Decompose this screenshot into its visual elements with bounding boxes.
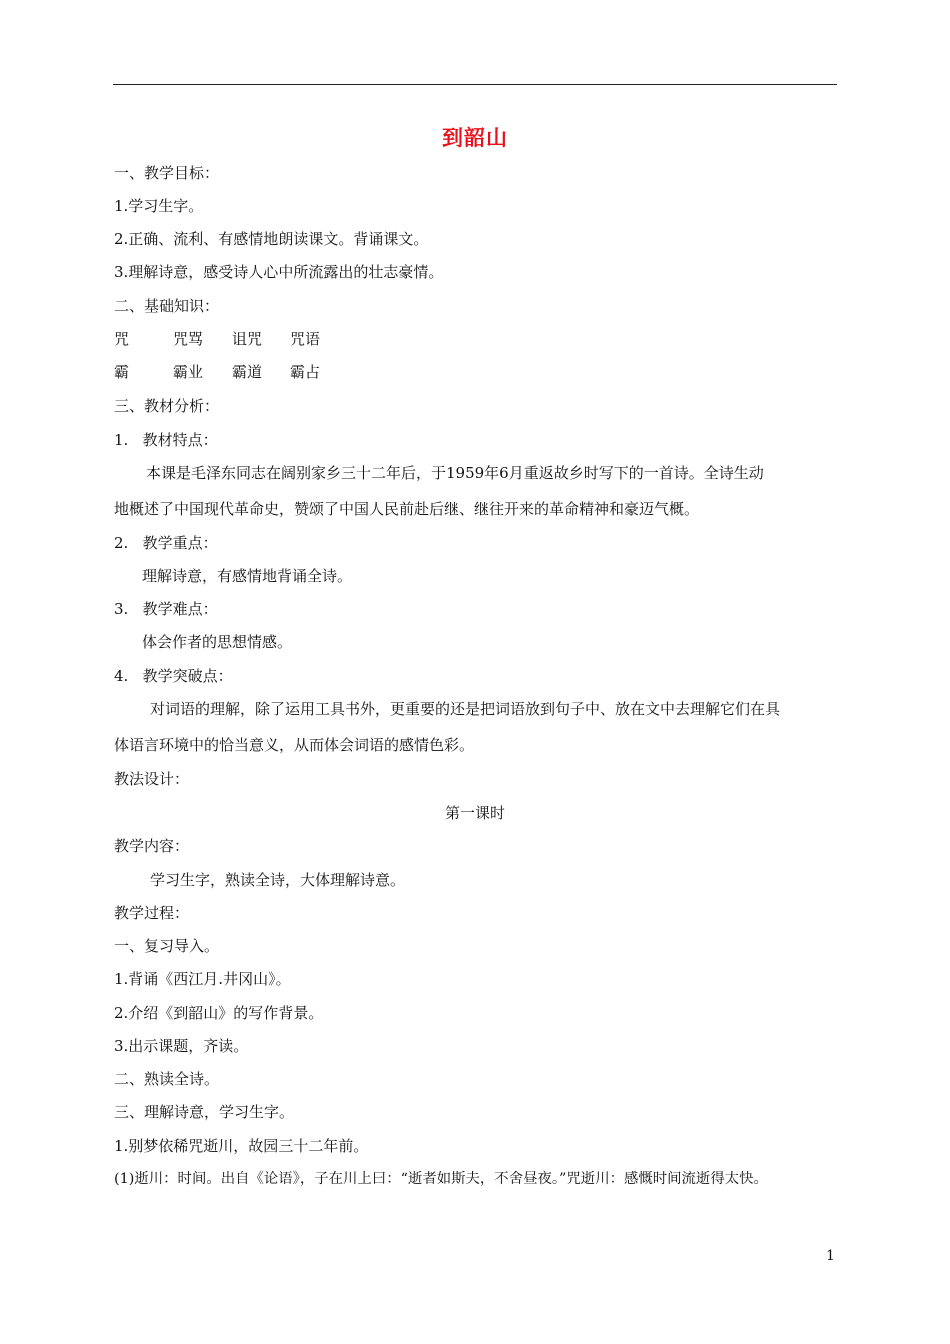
goals-heading: 一、教学目标： bbox=[114, 164, 220, 182]
lesson-title: 第一课时 bbox=[444, 804, 505, 822]
goal-3: 3.理解诗意，感受诗人心中所流露出的壮志豪情。 bbox=[114, 263, 444, 281]
feature-text-line-2: 地概述了中国现代革命史，赞颂了中国人民前赴后继、继往开来的革命精神和豪迈气概。 bbox=[114, 500, 700, 518]
feature-heading: 1. 教材特点： bbox=[114, 431, 218, 449]
focus-heading: 2. 教学重点： bbox=[114, 534, 218, 552]
vocab-word: 咒语 bbox=[290, 330, 321, 348]
vocab-word: 诅咒 bbox=[232, 330, 263, 348]
page-number: 1 bbox=[826, 1248, 835, 1264]
basic-knowledge-heading: 二、基础知识： bbox=[114, 297, 220, 315]
breakthrough-heading: 4. 教学突破点： bbox=[114, 667, 233, 685]
difficulty-text: 体会作者的思想情感。 bbox=[142, 633, 293, 651]
header-rule bbox=[113, 84, 837, 85]
content-text: 学习生字，熟读全诗，大体理解诗意。 bbox=[150, 871, 406, 889]
step-3-1: 1.别梦依稀咒逝川，故园三十二年前。 bbox=[114, 1137, 369, 1155]
vocab-word: 霸业 bbox=[173, 363, 204, 381]
focus-text: 理解诗意，有感情地背诵全诗。 bbox=[142, 567, 353, 585]
step-1-1: 1.背诵《西江月.井冈山》。 bbox=[114, 970, 291, 988]
vocab-word: 霸道 bbox=[232, 363, 263, 381]
breakthrough-text-line-2: 体语言环境中的恰当意义，从而体会词语的感情色彩。 bbox=[114, 736, 475, 754]
goal-1: 1.学习生字。 bbox=[114, 197, 204, 215]
process-heading: 教学过程： bbox=[114, 904, 190, 922]
vocab-word: 咒骂 bbox=[173, 330, 204, 348]
difficulty-heading: 3. 教学难点： bbox=[114, 600, 218, 618]
step-3: 三、理解诗意，学习生字。 bbox=[114, 1103, 295, 1121]
method-heading: 教法设计： bbox=[114, 770, 190, 788]
step-2: 二、熟读全诗。 bbox=[114, 1070, 220, 1088]
vocab-char: 咒 bbox=[114, 330, 130, 348]
step-1-2: 2.介绍《到韶山》的写作背景。 bbox=[114, 1004, 324, 1022]
breakthrough-text-line-1: 对词语的理解，除了运用工具书外，更重要的还是把词语放到句子中、放在文中去理解它们在具 bbox=[150, 700, 781, 718]
document-title: 到韶山 bbox=[442, 126, 508, 150]
analysis-heading: 三、教材分析： bbox=[114, 397, 220, 415]
step-1: 一、复习导入。 bbox=[114, 937, 220, 955]
feature-text-line-1: 本课是毛泽东同志在阔别家乡三十二年后，于1959年6月重返故乡时写下的一首诗。全诗生动 bbox=[146, 464, 764, 482]
vocab-word: 霸占 bbox=[290, 363, 321, 381]
content-heading: 教学内容： bbox=[114, 837, 190, 855]
goal-2: 2.正确、流利、有感情地朗读课文。背诵课文。 bbox=[114, 230, 429, 248]
step-1-3: 3.出示课题，齐读。 bbox=[114, 1037, 249, 1055]
step-3-1-note: (1)逝川：时间。出自《论语》，子在川上曰：“逝者如斯夫，不舍昼夜。”咒逝川：感慨时间流逝得太快。 bbox=[114, 1171, 768, 1187]
vocab-char: 霸 bbox=[114, 363, 130, 381]
